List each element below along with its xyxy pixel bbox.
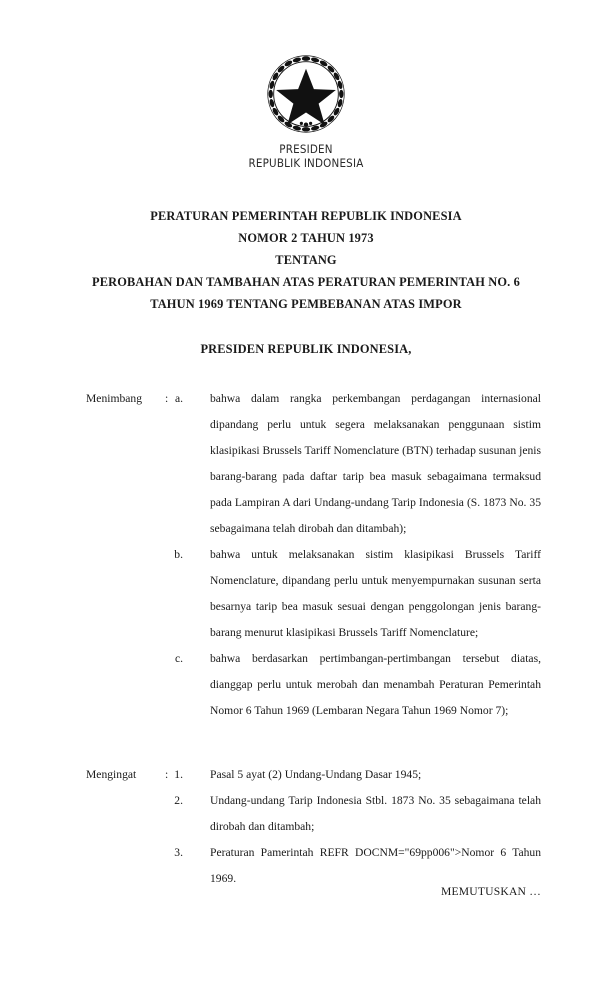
menimbang-text-b: bahwa untuk melaksanakan sistim klasipikasi Brussels Tariff Nomenclature, dipandang perlu untuk menyempurnakan susunan serta besarnya tarip bea masuk sesuai dengan penggolongan jenis barang-barang menurut klasipikasi Brussels Tariff Nomenclature; [210, 548, 541, 639]
indonesia-presidential-seal-icon [264, 52, 348, 136]
mengingat-item-1 [0, 762, 612, 788]
mengingat-marker-3: 3. [174, 846, 183, 859]
emblem-block [0, 52, 612, 170]
menimbang-item-c [0, 646, 612, 724]
mengingat-label: Mengingat [86, 768, 137, 781]
document-title-block [40, 205, 572, 315]
title-line-4: PEROBAHAN DAN TAMBAHAN ATAS PERATURAN PEMERINTAH NO. 6 [91, 275, 521, 289]
mengingat-colon: : [165, 768, 169, 781]
mengingat-marker-2: 2. [174, 794, 183, 807]
menimbang-marker-b: b. [174, 548, 183, 561]
menimbang-label: Menimbang [86, 392, 143, 405]
mengingat-text-2: Undang-undang Tarip Indonesia Stbl. 1873 No. 35 sebagaimana telah dirobah dan ditambah; [210, 794, 541, 833]
menimbang-text-a: bahwa dalam rangka perkembangan perdagangan internasional dipandang perlu untuk segera melaksanakan penggunaan sistim klasipikasi Brussels Tariff Nomenclature (BTN) terhadap susunan jenis barang-barang pada daftar tarip bea masuk sebagaimana termaksud pada Lampiran A dari Undang-undang Tarip Indonesia (S. 1873 No. 35 sebagaimana telah dirobah dan ditambah); [210, 392, 541, 535]
mengingat-text-1: Pasal 5 ayat (2) Undang-Undang Dasar 1945; [210, 768, 422, 781]
decision-heading: PRESIDEN REPUBLIK INDONESIA, [200, 342, 412, 356]
menimbang-section [0, 386, 612, 724]
mengingat-item-2 [0, 788, 612, 840]
emblem-caption [0, 142, 612, 170]
mengingat-text-3: Peraturan Pamerintah REFR DOCNM="69pp006">Nomor 6 Tahun 1969. [210, 846, 541, 885]
menimbang-item-a [0, 386, 612, 542]
title-line-2: NOMOR 2 TAHUN 1973 [238, 231, 374, 245]
mengingat-marker-1: 1. [174, 768, 183, 781]
menimbang-marker-a: a. [174, 392, 183, 405]
title-line-5: TAHUN 1969 TENTANG PEMBEBANAN ATAS IMPOR [150, 297, 462, 311]
emblem-caption-line1: PRESIDEN [279, 142, 333, 156]
memutuskan-continuation: MEMUTUSKAN … [441, 885, 541, 898]
mengingat-section [0, 762, 612, 892]
title-line-1: PERATURAN PEMERINTAH REPUBLIK INDONESIA [150, 209, 462, 223]
title-line-3: TENTANG [275, 253, 337, 267]
menimbang-text-c: bahwa berdasarkan pertimbangan-pertimbangan tersebut diatas, dianggap perlu untuk merobah dan menambah Peraturan Pemerintah Nomor 6 Tahun 1969 (Lembaran Negara Tahun 1969 Nomor 7); [210, 652, 541, 717]
emblem-caption-line2: REPUBLIK INDONESIA [248, 156, 364, 170]
menimbang-colon: : [165, 392, 169, 405]
menimbang-marker-c: c. [174, 652, 183, 665]
menimbang-item-b [0, 542, 612, 646]
